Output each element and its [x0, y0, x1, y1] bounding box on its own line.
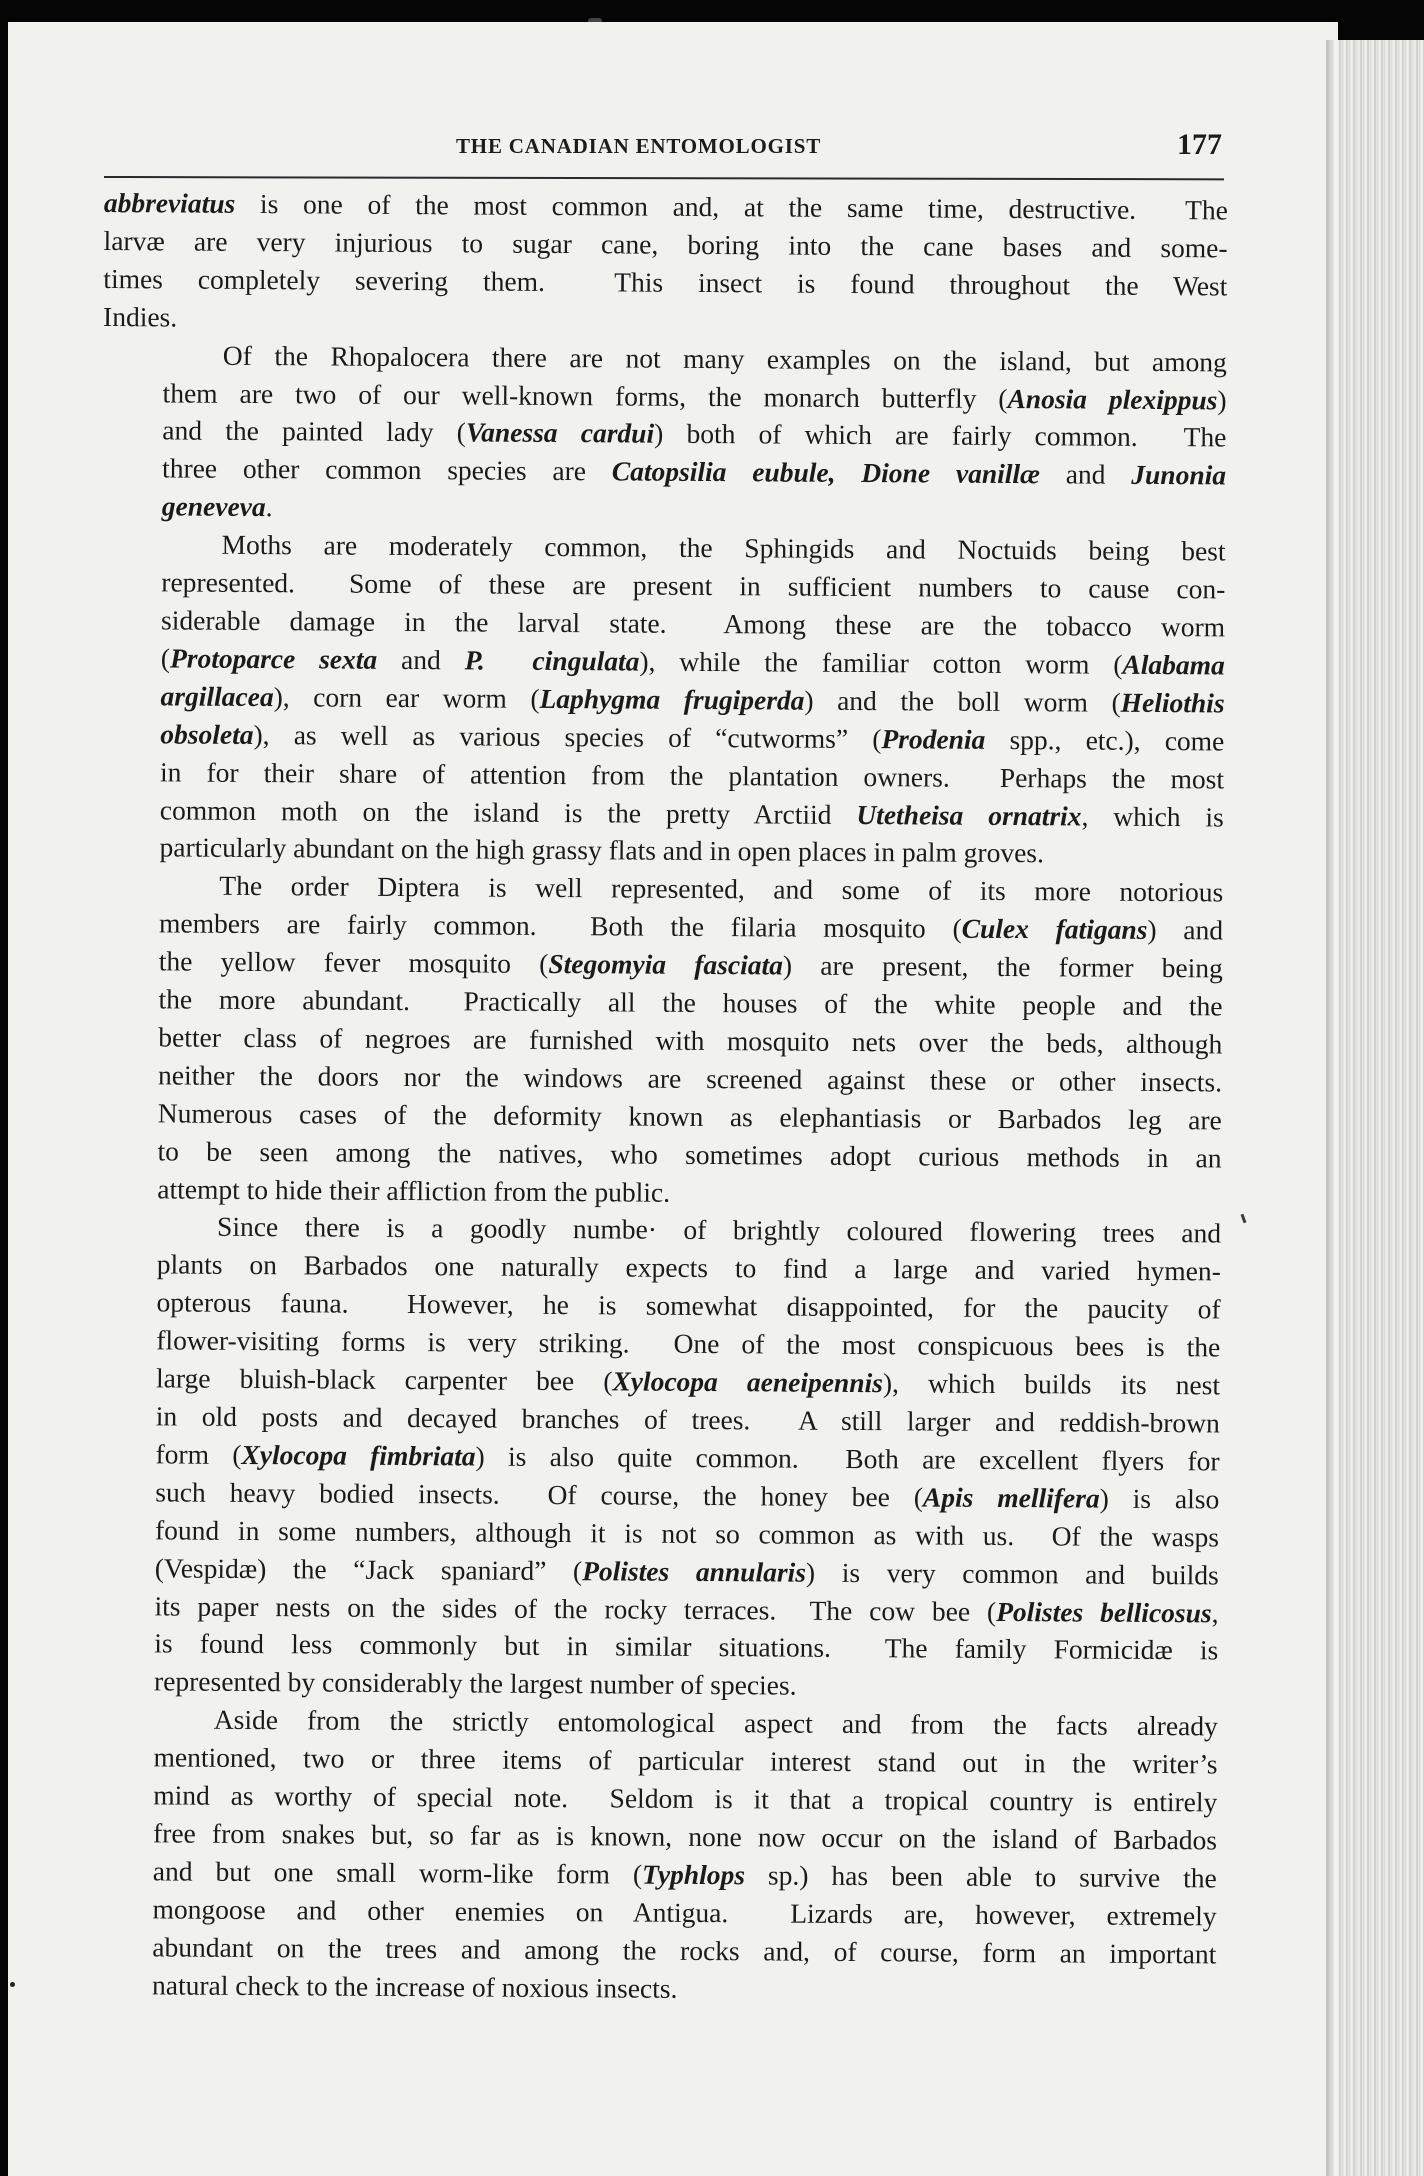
- text-run: plants on Barbados one naturally expects to find a large and varied hymen-: [156, 1248, 1221, 1287]
- text-run: in for their share of attention from the plantation owners. Perhaps the most: [160, 755, 1225, 795]
- text-run: the yellow fever mosquito (: [158, 945, 549, 980]
- italic-species-name: Protoparce sexta: [169, 642, 378, 675]
- text-run: siderable damage in the larval state. Among these are the tobacco worm: [161, 604, 1226, 643]
- text-line: [103, 260, 1227, 305]
- italic-species-name: Laphygma frugiperda: [539, 682, 805, 716]
- text-run: (Vespidæ) the “Jack spaniard” (: [154, 1551, 583, 1586]
- text-run: particularly abundant on the high grassy flats and in open places in palm groves.: [159, 831, 1045, 869]
- italic-species-name: argillacea: [160, 680, 274, 712]
- text-run: mind as worthy of special note. Seldom is it that a tropical country is entirely: [153, 1779, 1218, 1818]
- text-run: ) is very common and builds: [805, 1556, 1219, 1591]
- text-run: in old posts and decayed branches of trees. A still larger and reddish-brown: [155, 1400, 1220, 1439]
- italic-species-name: Typhlops: [642, 1858, 746, 1891]
- italic-species-name: Anosia plexippus: [1007, 382, 1218, 415]
- text-run: ): [1217, 383, 1227, 415]
- italic-species-name: Prodenia: [881, 722, 986, 755]
- text-run: such heavy bodied insects. Of course, the honey bee (: [155, 1476, 924, 1513]
- text-run: abundant on the trees and among the rocks and, of course, form an important: [152, 1931, 1217, 1970]
- text-run: and but one small worm-like form (: [152, 1855, 643, 1890]
- text-run: Numerous cases of the deformity known as elephantiasis or Barbados leg are: [157, 1097, 1222, 1136]
- text-run: three other common species are: [162, 452, 612, 487]
- text-run: ), corn ear worm (: [273, 680, 540, 714]
- text-run: attempt to hide their affliction from the public.: [157, 1172, 671, 1208]
- italic-species-name: Alabama: [1122, 648, 1225, 681]
- text-run: opterous fauna. However, he is somewhat disappointed, for the paucity of: [156, 1286, 1221, 1325]
- paragraph: [102, 336, 1227, 533]
- italic-species-name: Vanessa cardui: [465, 416, 655, 450]
- running-head: [96, 128, 1226, 168]
- text-run: the more abundant. Practically all the houses of the white people and the: [158, 983, 1223, 1022]
- paragraph: [103, 184, 1228, 343]
- italic-species-name: abbreviatus: [103, 186, 236, 219]
- text-run: to be seen among the natives, who sometimes adopt curious methods in an: [157, 1135, 1222, 1174]
- text-run: spp., etc.), come: [985, 723, 1225, 757]
- page-number: 177: [1177, 128, 1222, 161]
- text-run: and: [377, 643, 465, 676]
- text-run: Since there is a goodly numbe· of brightly coloured flowering trees and: [216, 1211, 1222, 1249]
- text-run: ) are present, the former being: [782, 949, 1223, 984]
- text-run: Of the Rhopalocera there are not many examples on the island, but among: [222, 339, 1227, 378]
- text-run: common moth on the island is the pretty Arctiid: [159, 793, 857, 830]
- text-run: flower-visiting forms is very striking. One of the most conspicuous bees is the: [156, 1324, 1221, 1363]
- text-run: ) both of which are fairly common. The: [654, 418, 1227, 453]
- italic-species-name: Heliothis: [1120, 686, 1225, 719]
- text-run: .: [265, 491, 273, 523]
- italic-species-name: Catopsilia eubule, Dione vanillæ: [611, 455, 1041, 490]
- text-run: larvæ are very injurious to sugar cane, boring into the cane bases and some-: [103, 224, 1228, 264]
- italic-species-name: Utetheisa ornatrix: [856, 798, 1082, 831]
- italic-species-name: Apis mellifera: [922, 1481, 1100, 1514]
- italic-species-name: Xylocopa fimbriata: [241, 1438, 476, 1472]
- italic-species-name: geneveva: [161, 490, 266, 523]
- text-run: and: [1039, 458, 1132, 491]
- text-run: mentioned, two or three items of particular interest stand out in the writer’s: [153, 1741, 1218, 1780]
- text-run: neither the doors nor the windows are screened against these or other insects.: [157, 1059, 1223, 1098]
- text-run: times completely severing them. This insect is found throughout the West: [103, 262, 1228, 302]
- text-run: sp.) has been able to survive the: [744, 1859, 1217, 1894]
- text-run: ), as well as various species of “cutworms” (: [253, 718, 882, 754]
- italic-species-name: Polistes bellicosus: [996, 1595, 1212, 1628]
- italic-species-name: P. cingulata: [464, 644, 640, 677]
- text-run: them are two of our well-known forms, the monarch butterfly (: [162, 376, 1008, 414]
- journal-title: THE CANADIAN ENTOMOLOGIST: [456, 134, 822, 158]
- page-gutter-shadow: [1326, 40, 1334, 2176]
- text-run: natural check to the increase of noxious insects.: [151, 1968, 678, 2004]
- text-run: ) is also: [1099, 1482, 1220, 1515]
- scan-artifact: [10, 1982, 15, 1987]
- italic-species-name: Junonia: [1131, 459, 1227, 491]
- text-run: mongoose and other enemies on Antigua. Lizards are, however, extremely: [152, 1893, 1217, 1932]
- text-run: better class of negroes are furnished with mosquito nets over the beds, although: [158, 1021, 1223, 1060]
- text-run: members are fairly common. Both the filaria mosquito (: [158, 907, 962, 944]
- text-run: is one of the most common and, at the same time, destructive. The: [235, 187, 1228, 226]
- text-run: The order Diptera is well represented, and some of its more notorious: [219, 870, 1224, 908]
- text-run: its paper nests on the sides of the rocky terraces. The cow bee (: [154, 1589, 997, 1627]
- text-run: large bluish-black carpenter bee (: [155, 1362, 613, 1397]
- italic-species-name: Xylocopa aeneipennis: [612, 1365, 884, 1399]
- text-run: ), while the familiar cotton worm (: [639, 645, 1123, 680]
- paragraph: [97, 866, 1223, 1215]
- text-line: [92, 1966, 1216, 2011]
- text-run: , which is: [1081, 799, 1224, 832]
- text-run: found in some numbers, although it is not so common as with us. Of the wasps: [154, 1514, 1220, 1553]
- paragraph: [99, 525, 1225, 874]
- italic-species-name: obsoleta: [160, 718, 254, 750]
- text-run: is found less commonly but in similar situations. The family Formicidæ is: [154, 1627, 1219, 1666]
- text-run: ,: [1211, 1596, 1219, 1628]
- text-run: Aside from the strictly entomological aspect and from the facts already: [213, 1704, 1218, 1742]
- text-run: Moths are moderately common, the Sphingids and Noctuids being best: [221, 528, 1226, 567]
- text-run: free from snakes but, so far as is known, none now occur on the island of Barbados: [152, 1817, 1218, 1856]
- text-run: represented. Some of these are present in sufficient numbers to cause con-: [161, 566, 1226, 605]
- text-run: form (: [155, 1438, 242, 1470]
- italic-species-name: Polistes annularis: [582, 1554, 807, 1588]
- text-run: ) and the boll worm (: [804, 684, 1121, 718]
- text-run: Indies.: [103, 300, 178, 333]
- italic-species-name: Stegomyia fasciata: [548, 948, 784, 981]
- text-run: represented by considerably the largest number of species.: [153, 1665, 797, 1701]
- text-run: ), which builds its nest: [882, 1367, 1221, 1401]
- paragraph: [94, 1207, 1221, 1707]
- text-run: and the painted lady (: [162, 414, 467, 448]
- paragraph: [92, 1700, 1218, 2011]
- text-run: ) is also quite common. Both are excellent flyers for: [475, 1440, 1220, 1477]
- body-text: [92, 184, 1228, 2011]
- page-stack-edges: [1328, 40, 1424, 2176]
- text-run: (: [160, 642, 171, 674]
- text-run: ) and: [1147, 914, 1224, 946]
- italic-species-name: Culex fatigans: [961, 912, 1148, 946]
